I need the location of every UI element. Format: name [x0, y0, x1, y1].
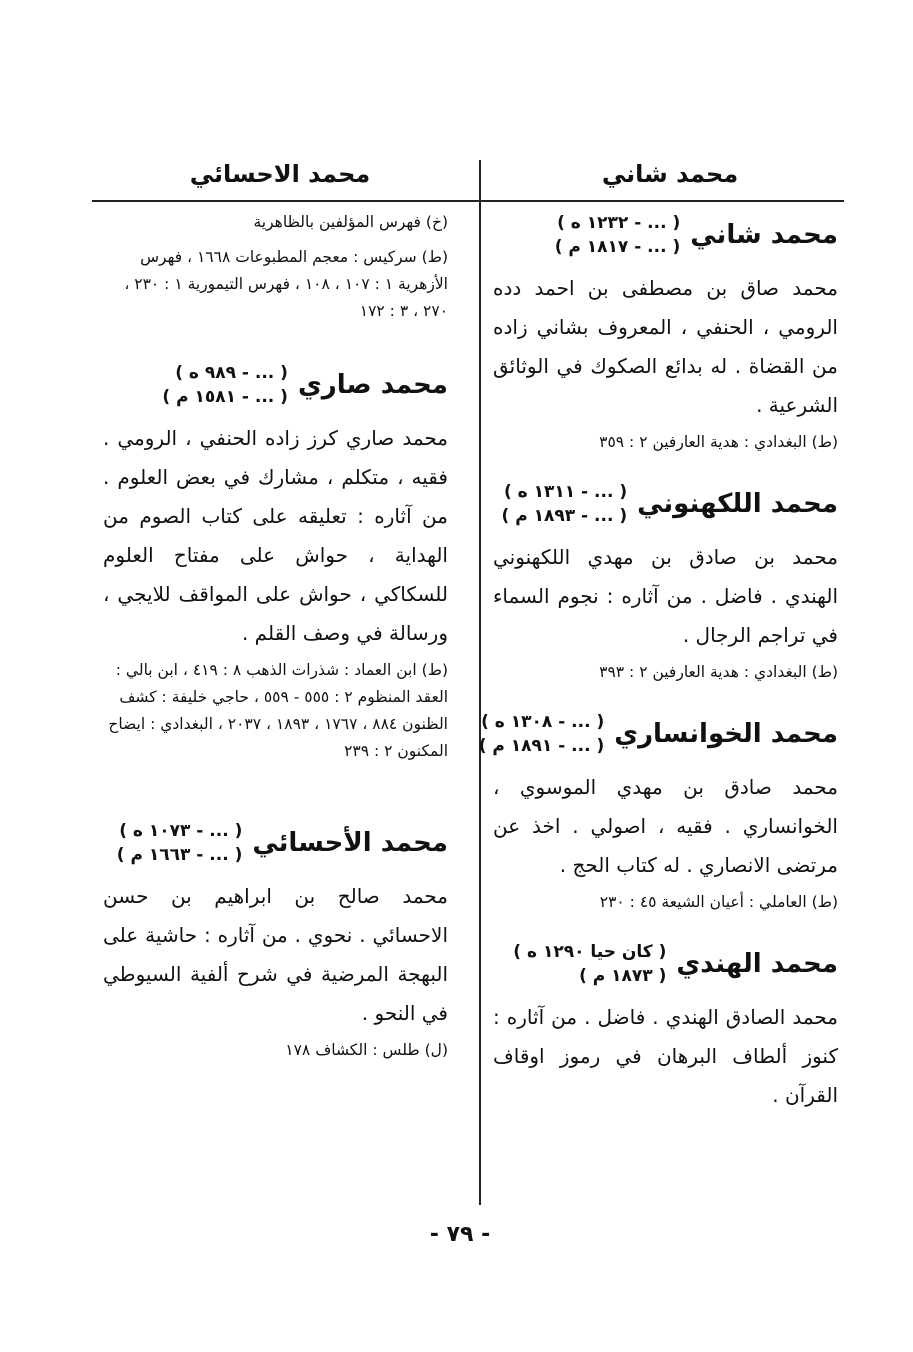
entry-reference: (ط) العاملي : أعيان الشيعة ٤٥ : ٢٣٠: [599, 893, 838, 911]
entry-dates: [502, 480, 628, 528]
entry-header: [103, 361, 448, 409]
page-number: - ٧٩ -: [429, 1222, 491, 1247]
column-divider: [479, 160, 481, 1205]
header-rule: [92, 200, 844, 202]
entry-header: [493, 211, 838, 259]
continued-reference: (ط) سركيس : معجم المطبوعات ١٦٦٨ ، فهرس الأزهرية ١ : ١٠٧ ، ١٠٨ ، فهرس التيمورية ١ : ٢٣٠ ، ٢٧٠ ، ٣ : ١٧٢: [124, 248, 448, 320]
date-hijri: ( كان حيا ١٢٩٠ ه ): [513, 942, 667, 962]
right-column: [478, 205, 838, 1115]
continued-reference: (خ) فهرس المؤلفين بالظاهرية: [253, 213, 448, 231]
entry-dates: [162, 361, 288, 409]
entry-body: محمد بن صادق بن مهدي اللكهنوني الهندي . فاضل . من آثاره : نجوم السماء في تراجم الرجال .: [493, 545, 838, 647]
entry-dates: [555, 211, 681, 259]
date-hijri: ( ... - ٩٨٩ ه ): [175, 363, 288, 383]
date-gregorian: ( ... - ١٨١٧ م ): [554, 237, 681, 257]
entry-dates: [479, 710, 605, 758]
entry: [478, 710, 838, 916]
entry-name: محمد الهندي: [676, 949, 838, 979]
entry-body: محمد صادق بن مهدي الموسوي ، الخوانساري . فقيه ، اصولي . اخذ عن مرتضى الانصاري . له كتاب الحج .: [493, 775, 838, 877]
entry-body: محمد الصادق الهندي . فاضل . من آثاره : كنوز ألطاف البرهان في رموز اوقاف القرآن .: [493, 1005, 838, 1107]
entry: [493, 211, 838, 456]
entry-reference: (ط) ابن العماد : شذرات الذهب ٨ : ٤١٩ ، ابن بالي : العقد المنظوم ٢ : ٥٥٥ - ٥٥٩ ، حاجي خليفة : كشف الظنون ٨٨٤ ، ١٧٦٧ ، ١٨٩٣ ، ٢٠٣٧ ، البغدادي : ايضاح المكنون ٢ : ٢٣٩: [108, 661, 448, 760]
entry-reference: (ل) طلس : الكشاف ١٧٨: [285, 1041, 448, 1059]
entry-name: محمد صاري: [297, 370, 448, 400]
entry-dates: [117, 819, 243, 867]
entry-body: محمد صالح بن ابراهيم بن حسن الاحسائي . نحوي . من آثاره : حاشية على البهجة المرضية في شرح ألفية السيوطي في النحو .: [103, 884, 448, 1025]
entry-reference: (ط) البغدادي : هدية العارفين ٢ : ٣٩٣: [599, 663, 838, 681]
entry-header: [478, 710, 838, 758]
date-hijri: ( ... - ١٢٣٢ ه ): [557, 213, 681, 233]
entry-name: محمد الخوانساري: [614, 719, 838, 749]
entry-header: [493, 480, 838, 528]
entry-name: محمد شاني: [690, 220, 838, 250]
running-header-left: محمد الاحسائي: [189, 160, 371, 188]
entry-header: [493, 940, 838, 988]
running-header-right: محمد شاني: [601, 160, 739, 188]
entry-dates: [513, 940, 666, 988]
entry: [493, 940, 838, 1115]
date-gregorian: ( ١٨٧٣ م ): [579, 966, 667, 986]
entry: [103, 819, 448, 1064]
entry: [103, 361, 448, 765]
entry-name: محمد الأحسائي: [252, 828, 448, 858]
entry-header: [103, 819, 448, 867]
date-hijri: ( ... - ١٣١١ ه ): [503, 482, 628, 502]
date-gregorian: ( ... - ١٥٨١ م ): [162, 387, 288, 407]
date-gregorian: ( ... - ١٨٩٣ م ): [501, 506, 628, 526]
date-hijri: ( ... - ١٠٧٣ ه ): [119, 821, 243, 841]
entry: [493, 480, 838, 686]
date-gregorian: ( ... - ١٦٦٣ م ): [116, 845, 243, 865]
entry-reference: (ط) البغدادي : هدية العارفين ٢ : ٣٥٩: [599, 433, 838, 451]
entry-body: محمد صاق بن مصطفى بن احمد دده الرومي ، الحنفي ، المعروف بشاني زاده من القضاة . له بدائع الصكوك في الوثائق الشرعية .: [493, 276, 838, 417]
entry-name: محمد اللكهنوني: [637, 489, 838, 519]
date-gregorian: ( ... - ١٨٩١ م ): [478, 736, 605, 756]
date-hijri: ( ... - ١٣٠٨ ه ): [481, 712, 605, 732]
entry-body: محمد صاري كرز زاده الحنفي ، الرومي . فقيه ، متكلم ، مشارك في بعض العلوم . من آثاره : تعليقه على كتاب الصوم من الهداية ، حواش على مفتاح العلوم للسكاكي ، حواش على المواقف للايجي ، ورسالة في وصف القلم .: [103, 426, 448, 645]
left-column: [103, 205, 448, 1072]
